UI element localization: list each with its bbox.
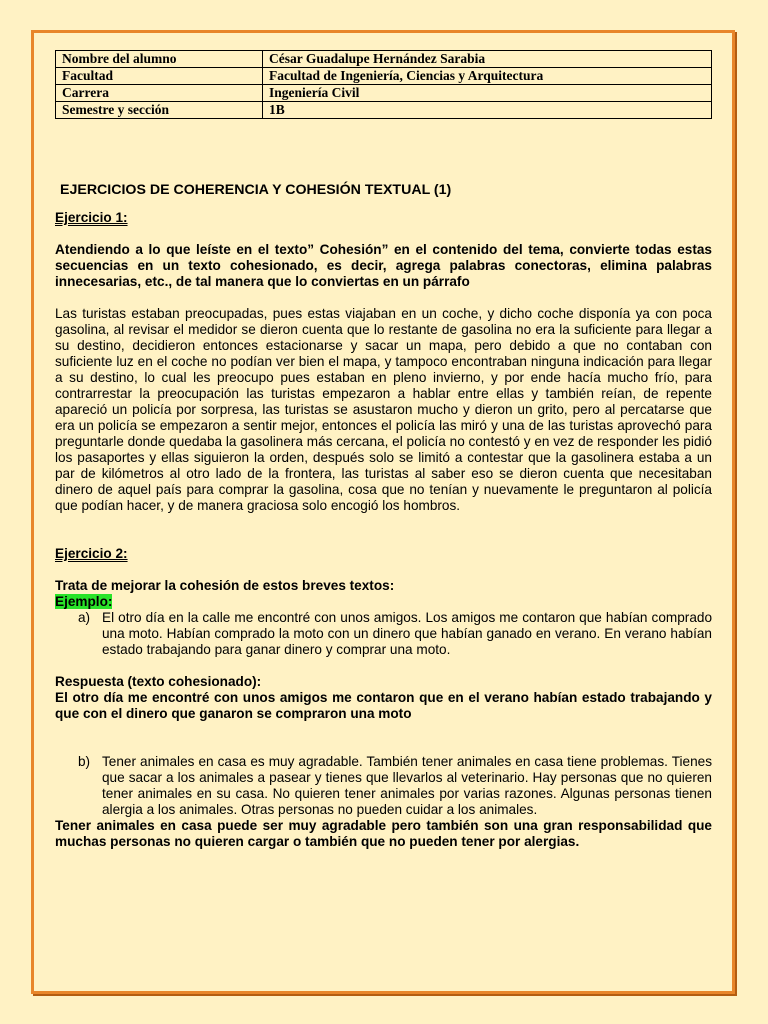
list-item (55, 610, 712, 658)
table-cell-label: Carrera (56, 85, 263, 102)
table-row (56, 51, 712, 68)
table-cell-value: Ingeniería Civil (263, 85, 712, 102)
table-cell-label: Semestre y sección (56, 102, 263, 119)
ejercicio-1-paragraph: Las turistas estaban preocupadas, pues estas viajaban en un coche, y dicho coche disponía ya con poca gasolina, al revisar el medidor se dieron cuenta que lo restante de gasolina no era la suficiente para llegar a su destino, decidieron entonces estacionarse y sacar un mapa, pero debido a que no contaban con suficiente luz en el coche no podían ver bien el mapa, y tampoco encontraban ninguna indicación para llegar a su destino, lo cual les preocupo pues estaban en pleno invierno, y por ende hacía mucho frío, para contrarrestar la preocupación las turistas empezaron a hablar entre ellas y también reían, de repente apareció un policía por sorpresa, las turistas se asustaron mucho y dieron un grito, pero al percatarse que era un policía se empezaron a sentir mejor, entonces el policía las miró y una de las turistas aprovechó para preguntarle donde quedaba la gasolinera más cercana, el policía no contestó y en vez de responder les pidió los pasaportes y ellas siguieron la orden, después solo se limitó a contestar que la gasolinera estaba a un par de kilómetros al otro lado de la frontera, las turistas al saber eso se dieron cuenta que necesitaban dinero de aquel país para comprar la gasolina, cosa que no tenían y nuevamente le preguntaron al policía que podían hacer, y de manera graciosa solo encogió los hombros. (55, 306, 712, 513)
item-a-text: El otro día en la calle me encontré con unos amigos. Los amigos me contaron que habían comprado una moto. Habían comprado la moto con un dinero que habían ganado en verano. En verano habían estado trabajando para ganar dinero y comprar una moto. (102, 610, 712, 657)
list-marker: a) (78, 610, 91, 625)
document-title: EJERCICIOS DE COHERENCIA Y COHESIÓN TEXTUAL (1) (60, 182, 452, 198)
table-row (56, 102, 712, 119)
item-b-text: Tener animales en casa es muy agradable. También tener animales en casa tiene problemas. Tienes que sacar a los animales a pasear y tienes que llevarlos al veterinario. Hay personas que no quieren tener animales en su casa. No quieren tener animales por varias razones. Algunas personas tienen alergia a los animales. Otras personas no pueden cuidar a los animales. (102, 754, 712, 817)
student-info-table (55, 50, 712, 119)
answer-b-text: Tener animales en casa puede ser muy agradable pero también son una gran responsabilidad que muchas personas no quieren cargar o también que no pueden tener por alergias. (55, 818, 712, 849)
ejercicio-2-heading: Ejercicio 2: (55, 546, 128, 561)
table-row (56, 68, 712, 85)
table-row (56, 85, 712, 102)
table-cell-value: Facultad de Ingeniería, Ciencias y Arquitectura (263, 68, 712, 85)
ejemplo-label: Ejemplo: (55, 594, 113, 609)
ejercicio-1-heading: Ejercicio 1: (55, 210, 128, 225)
list-marker: b) (78, 754, 91, 769)
ejercicio-2-instructions: Trata de mejorar la cohesión de estos breves textos: (55, 578, 395, 593)
document-body (55, 182, 712, 850)
list-item (55, 754, 712, 818)
table-cell-value: 1B (263, 102, 712, 119)
table-cell-value: César Guadalupe Hernández Sarabia (263, 51, 712, 68)
table-cell-label: Nombre del alumno (56, 51, 263, 68)
table-cell-label: Facultad (56, 68, 263, 85)
respuesta-label: Respuesta (texto cohesionado): (55, 674, 262, 689)
ejercicio-1-instructions: Atendiendo a lo que leíste en el texto” Cohesión” en el contenido del tema, convierte todas estas secuencias en un texto cohesionado, es decir, agrega palabras conectoras, elimina palabras innecesarias, etc., de tal manera que lo conviertas en un párrafo (55, 242, 712, 289)
respuesta-text: El otro día me encontré con unos amigos me contaron que en el verano habían estado trabajando y que con el dinero que ganaron se compraron una moto (55, 690, 712, 721)
